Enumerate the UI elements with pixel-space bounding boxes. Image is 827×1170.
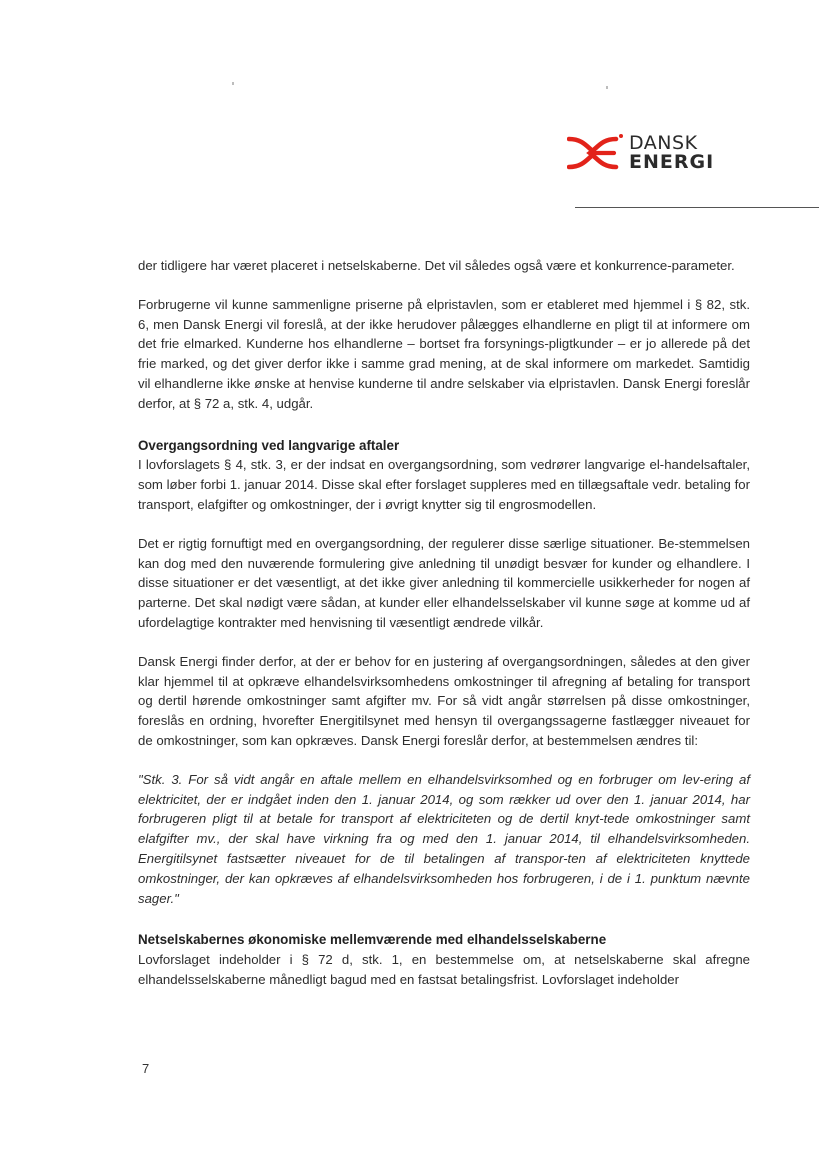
dansk-energi-mark-icon <box>567 132 625 174</box>
paragraph-overgangsordning: I lovforslagets § 4, stk. 3, er der indsat en overgangsordning, som vedrører langvarige el-handelsaftaler, som løber forbi 1. januar 2014. Disse skal efter forslaget suppleres med en tillægsaftale vedr. betaling for transport, elafgifter og omkostninger, der i øvrigt knytter sig til engrosmodellen. <box>138 457 750 512</box>
body-text <box>138 256 750 990</box>
paragraph-elpristavle: Forbrugerne vil kunne sammenligne priserne på elpristavlen, som er etableret med hjemmel i § 82, stk. 6, men Dansk Energi vil foreslå, at der ikke herudover pålægges elhandlerne en pligt til at informere om det frie elmarked. Kunderne hos elhandlerne – bortset fra forsynings-pligtkunder – er jo allerede på det frie marked, og det giver derfor ikke i samme grad mening, at de skal informere om markedet. Samtidig vil elhandlerne ikke ønske at henvise kunderne til andre selskaber via elpristavlen. Dansk Energi foreslår derfor, at § 72 a, stk. 4, udgår. <box>138 296 750 411</box>
section-heading: Netselskabernes økonomiske mellemværende med elhandelsselskaberne <box>138 932 607 948</box>
header-rule <box>575 207 819 208</box>
logo-line-2: ENERGI <box>629 151 715 173</box>
section-heading: Overgangsordning ved langvarige aftaler <box>138 437 400 453</box>
scan-speck <box>606 86 608 89</box>
page-number: 7 <box>142 1061 150 1076</box>
scan-speck <box>232 82 234 85</box>
dansk-energi-logo <box>567 132 714 174</box>
paragraph-justering: Dansk Energi finder derfor, at der er behov for en justering af overgangsordningen, således at den giver klar hjemmel til at opkræve elhandelsvirksomhedens omkostninger til afregning af betaling for transport og dertil hørende omkostninger samt afgifter mv. For så vidt angår størrelsen på disse omkostninger, foreslås en ordning, hvorefter Energitilsynet med hensyn til overgangssagerne fastlægger niveauet for de omkostninger, som kan opkræves. Dansk Energi foreslår derfor, at bestemmelsen ændres til: <box>138 653 750 748</box>
paragraph-netselskaber: Lovforslaget indeholder i § 72 d, stk. 1, en bestemmelse om, at netselskaberne skal afregne elhandelsselskaberne månedligt bagud med en fastsat betalingsfrist. Lovforslaget indeholder <box>138 952 750 987</box>
section-overgangsordning <box>138 436 750 515</box>
logo-line-1: DANSK <box>629 132 698 154</box>
paragraph-fornuftigt: Det er rigtig fornuftigt med en overgangsordning, der regulerer disse særlige situationer. Be-stemmelsen kan dog med den nuværende formulering give anledning til unødigt besvær for kunder og elhandlere. I disse situationer er det væsentligt, at det ikke giver anledning til kommercielle usikkerheder for nogen af parterne. Det skal nødigt være sådan, at kunder eller elhandelsselskaber vil kunne søge at komme ud af ufordelagtige kontrakter med henvisning til væsentligt ændrede vilkår. <box>138 535 750 630</box>
proposed-wording-quote: "Stk. 3. For så vidt angår en aftale mellem en elhandelsvirksomhed og en forbruger om lev-ering af elektricitet, der er indgået inden den 1. januar 2014, og som rækker ud over den 1. januar 2014, har forbrugeren pligt til at betale for transport af elektriciteten og de dertil knyt-tede omkostninger samt elafgifter mv., der skal have virkning fra og med den 1. januar 2014, til elhandelsvirksomheden. Energitilsynet fastsætter niveauet for de til betalingen af transpor-ten af elektriciteten knyttede omkostninger, der kan opkræves af elhandelsvirksomheden hos forbrugeren, i de i 1. punktum nævnte sager." <box>138 771 750 906</box>
logo-wordmark <box>629 134 714 172</box>
section-netselskaber <box>138 930 750 989</box>
paragraph-continuation: der tidligere har været placeret i netselskaberne. Det vil således også være et konkurrence-parameter. <box>138 258 735 273</box>
